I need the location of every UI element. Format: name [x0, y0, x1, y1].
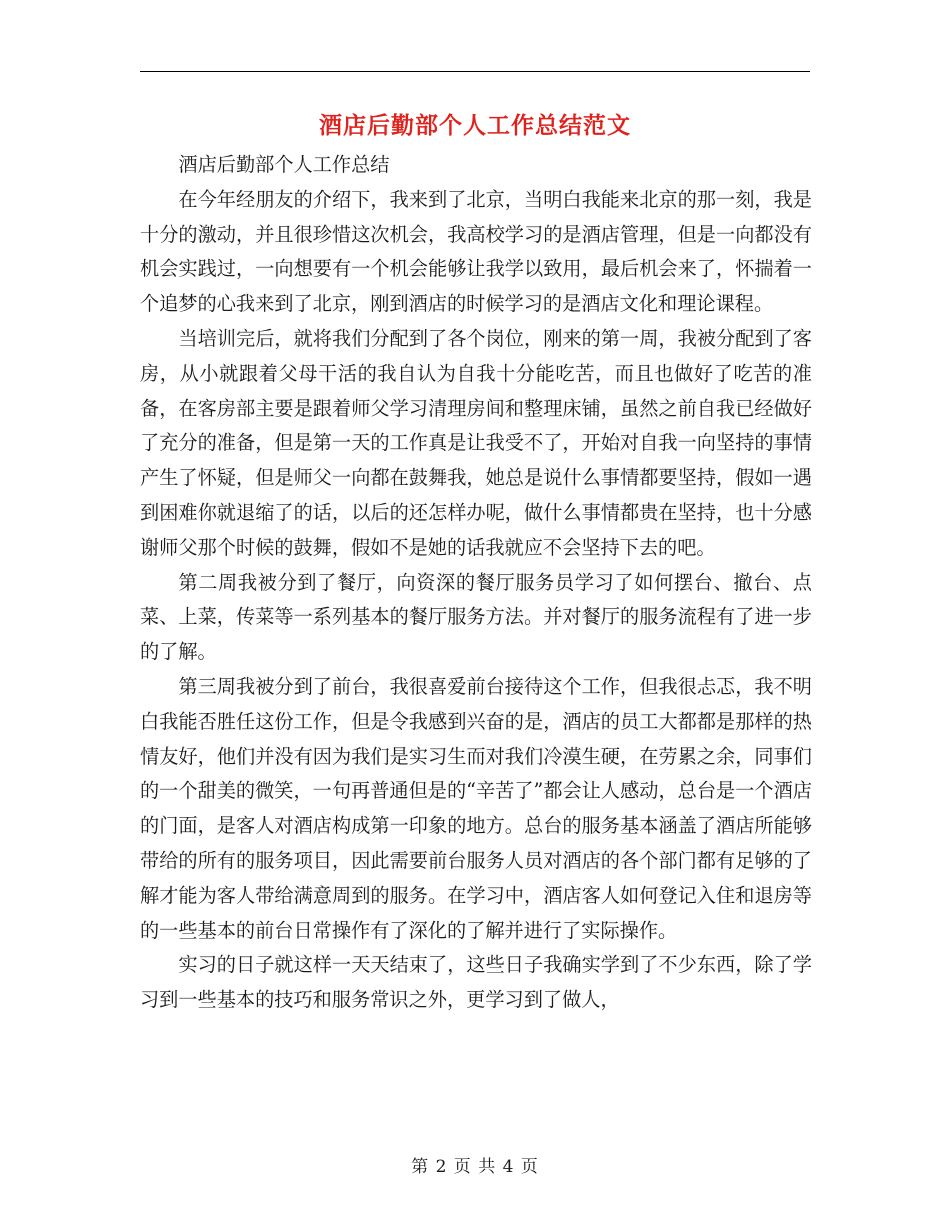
- document-body: [140, 148, 812, 1018]
- page-number: 第 2 页 共 4 页: [411, 1157, 539, 1177]
- paragraph-subtitle: 酒店后勤部个人工作总结: [178, 153, 390, 176]
- paragraph: 第三周我被分到了前台，我很喜爱前台接待这个工作，但我很忐忑，我不明白我能否胜任这份工作，但是令我感到兴奋的是，酒店的员工大都都是那样的热情友好，他们并没有因为我们是实习生而对我们冷漠生硬，在劳累之余，同事们的一个甜美的微笑，一句再普通但是的“辛苦了”都会让人感动，总台是一个酒店的门面，是客人对酒店构成第一印象的地方。总台的服务基本涵盖了酒店所能够带给的所有的服务项目，因此需要前台服务人员对酒店的各个部门都有足够的了解才能为客人带给满意周到的服务。在学习中，酒店客人如何登记入住和退房等的一些基本的前台日常操作有了深化的了解并进行了实际操作。: [140, 674, 812, 942]
- header-rule: [140, 71, 810, 72]
- document-title: 酒店后勤部个人工作总结范文: [319, 112, 631, 139]
- paragraph: 当培训完后，就将我们分配到了各个岗位，刚来的第一周，我被分配到了客房，从小就跟着父母干活的我自认为自我十分能吃苦，而且也做好了吃苦的准备，在客房部主要是跟着师父学习清理房间和整理床铺，虽然之前自我已经做好了充分的准备，但是第一天的工作真是让我受不了，开始对自我一向坚持的事情产生了怀疑，但是师父一向都在鼓舞我，她总是说什么事情都要坚持，假如一遇到困难你就退缩了的话，以后的还怎样办呢，做什么事情都贵在坚持，也十分感谢师父那个时候的鼓舞，假如不是她的话我就应不会坚持下去的吧。: [140, 326, 812, 559]
- paragraph: 第二周我被分到了餐厅，向资深的餐厅服务员学习了如何摆台、撤台、点菜、上菜，传菜等一系列基本的餐厅服务方法。并对餐厅的服务流程有了进一步的了解。: [140, 570, 812, 664]
- paragraph: 在今年经朋友的介绍下，我来到了北京，当明白我能来北京的那一刻，我是十分的激动，并且很珍惜这次机会，我高校学习的是酒店管理，但是一向都没有机会实践过，一向想要有一个机会能够让我学以致用，最后机会来了，怀揣着一个追梦的心我来到了北京，刚到酒店的时候学习的是酒店文化和理论课程。: [140, 187, 812, 316]
- paragraph: 实习的日子就这样一天天结束了，这些日子我确实学到了不少东西，除了学习到一些基本的技巧和服务常识之外，更学习到了做人，: [140, 953, 812, 1012]
